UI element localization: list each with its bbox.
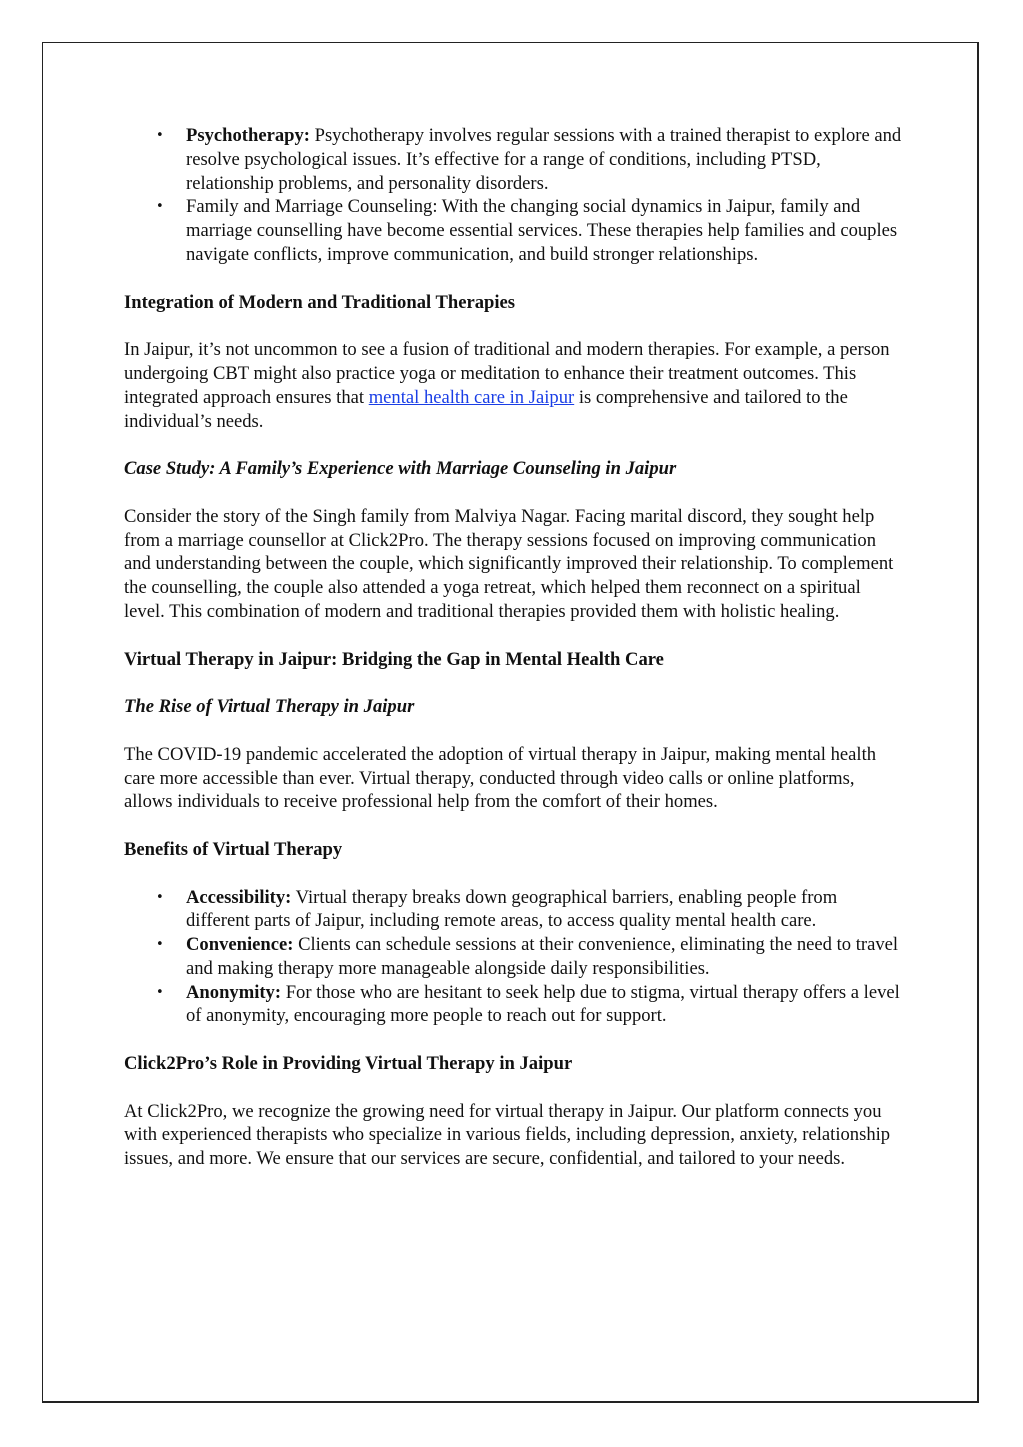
- section-heading-virtual-therapy: Virtual Therapy in Jaipur: Bridging the Gap in Mental Health Care: [124, 648, 664, 670]
- list-item-text: For those who are hesitant to seek help due to stigma, virtual therapy offers a level of anonymity, encouraging more people to reach out for support.: [186, 981, 900, 1027]
- bullet-icon: •: [156, 984, 164, 1000]
- list-item-term: Anonymity:: [186, 981, 282, 1003]
- document-body: [124, 124, 904, 1195]
- bullet-icon: •: [156, 199, 164, 215]
- list-item-text: Virtual therapy breaks down geographical barriers, enabling people from different parts of Jaipur, including remote areas, to access quality mental health care.: [186, 886, 838, 932]
- list-item-text: Psychotherapy involves regular sessions with a trained therapist to explore and resolve psychological issues. It’s effective for a range of conditions, including PTSD, relationship problems, and personality disorders.: [186, 125, 902, 194]
- bullet-icon: •: [156, 889, 164, 905]
- list-item-accessibility: [156, 886, 904, 934]
- paragraph-integration: [124, 338, 904, 433]
- list-item-text: Clients can schedule sessions at their convenience, eliminating the need to travel and making therapy more manageable alongside daily responsibilities.: [186, 934, 899, 979]
- list-item-term: Psychotherapy:: [186, 125, 310, 146]
- list-item-term: Accessibility:: [186, 886, 292, 908]
- bullet-icon: •: [156, 937, 164, 953]
- list-item-psychotherapy: [156, 124, 904, 195]
- list-item-family-counseling: [156, 195, 904, 266]
- section-heading-integration: Integration of Modern and Traditional Therapies: [124, 291, 516, 313]
- mental-health-care-link[interactable]: mental health care in Jaipur: [368, 386, 575, 408]
- list-item-convenience: [156, 933, 904, 981]
- case-study-heading: Case Study: A Family’s Experience with Marriage Counseling in Jaipur: [124, 458, 677, 480]
- bullet-icon: •: [156, 128, 164, 143]
- paragraph-case-study: Consider the story of the Singh family from Malviya Nagar. Facing marital discord, they sought help from a marriage counsellor at Click2Pro. The therapy sessions focused on improving communication and understanding between the couple, which significantly improved their relationship. To complement the counselling, the couple also attended a yoga retreat, which helped them reconnect on a spiritual level. This combination of modern and traditional therapies provided them with holistic healing.: [124, 505, 894, 622]
- benefits-list: [124, 886, 904, 1029]
- list-item-term: Convenience:: [186, 934, 294, 956]
- paragraph-virtual-therapy: The COVID-19 pandemic accelerated the adoption of virtual therapy in Jaipur, making mental health care more accessible than ever. Virtual therapy, conducted through video calls or online platforms, allows individuals to receive professional help from the comfort of their homes.: [124, 743, 877, 813]
- paragraph-click2pro: At Click2Pro, we recognize the growing need for virtual therapy in Jaipur. Our platform connects you with experienced therapists who specialize in various fields, including depression, anxiety, relationship issues, and more. We ensure that our services are secure, confidential, and tailored to your needs.: [124, 1100, 891, 1170]
- list-item-text: Family and Marriage Counseling: With the changing social dynamics in Jaipur, family and marriage counselling have become essential services. These therapies help families and couples navigate conflicts, improve communication, and build stronger relationships.: [186, 196, 898, 265]
- section-heading-benefits: Benefits of Virtual Therapy: [124, 838, 343, 860]
- paragraph-text: In Jaipur, it’s not uncommon to see a fusion of traditional and modern therapies. For example, a person undergoing CBT might also practice yoga or meditation to enhance their treatment outcomes. This integrated approach ensures that: [124, 339, 890, 408]
- subheading-rise-virtual-therapy: The Rise of Virtual Therapy in Jaipur: [124, 696, 415, 718]
- therapy-types-list: [124, 124, 904, 267]
- section-heading-click2pro: Click2Pro’s Role in Providing Virtual Therapy in Jaipur: [124, 1053, 573, 1075]
- paragraph-text: is comprehensive and tailored to the individual’s needs.: [124, 386, 848, 432]
- list-item-anonymity: [156, 981, 904, 1029]
